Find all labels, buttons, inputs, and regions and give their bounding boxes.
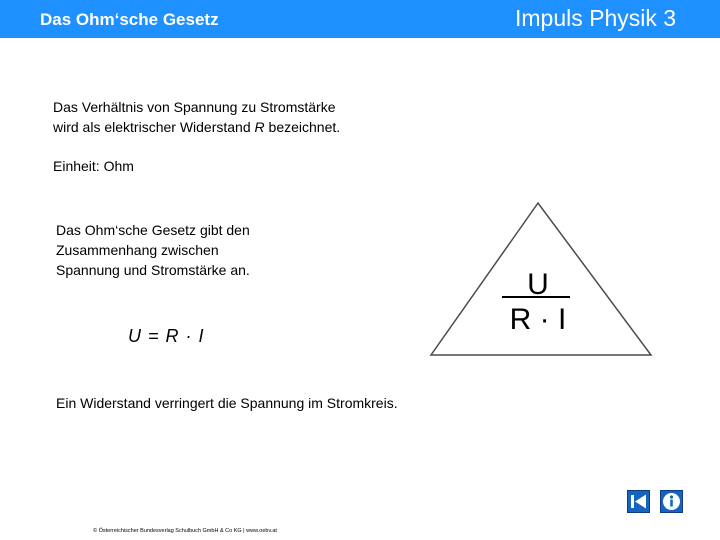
- ohm-triangle: [428, 198, 654, 360]
- back-to-start-icon[interactable]: [627, 490, 650, 513]
- effect-text: Ein Widerstand verringert die Spannung im Stromkreis.: [56, 395, 398, 411]
- info-icon[interactable]: [660, 490, 683, 513]
- law-text: [56, 220, 250, 280]
- law-line: Spannung und Stromstärke an.: [56, 262, 250, 278]
- definition-text: [53, 97, 340, 137]
- law-line: Das Ohm‘sche Gesetz gibt den: [56, 222, 250, 238]
- brand-title: Impuls Physik 3: [515, 5, 677, 31]
- resistance-symbol: R: [254, 119, 265, 135]
- copyright-footer: © Österreichischer Bundesverlag Schulbuch GmbH & Co KG | www.oebv.at: [93, 528, 277, 534]
- definition-line-1: Das Verhältnis von Spannung zu Stromstärke: [53, 99, 336, 115]
- triangle-numerator: U: [527, 268, 549, 301]
- ohm-formula: U = R · I: [128, 326, 205, 346]
- unit-text: Einheit: Ohm: [53, 158, 134, 174]
- definition-line-2-end: bezeichnet.: [264, 119, 341, 135]
- definition-line-2: [53, 117, 340, 137]
- law-line: Zusammenhang zwischen: [56, 242, 219, 258]
- triangle-denominator: R · I: [509, 303, 567, 336]
- definition-line-2-start: wird als elektrischer Widerstand: [53, 119, 255, 135]
- slide-title: Das Ohm‘sche Gesetz: [40, 10, 219, 29]
